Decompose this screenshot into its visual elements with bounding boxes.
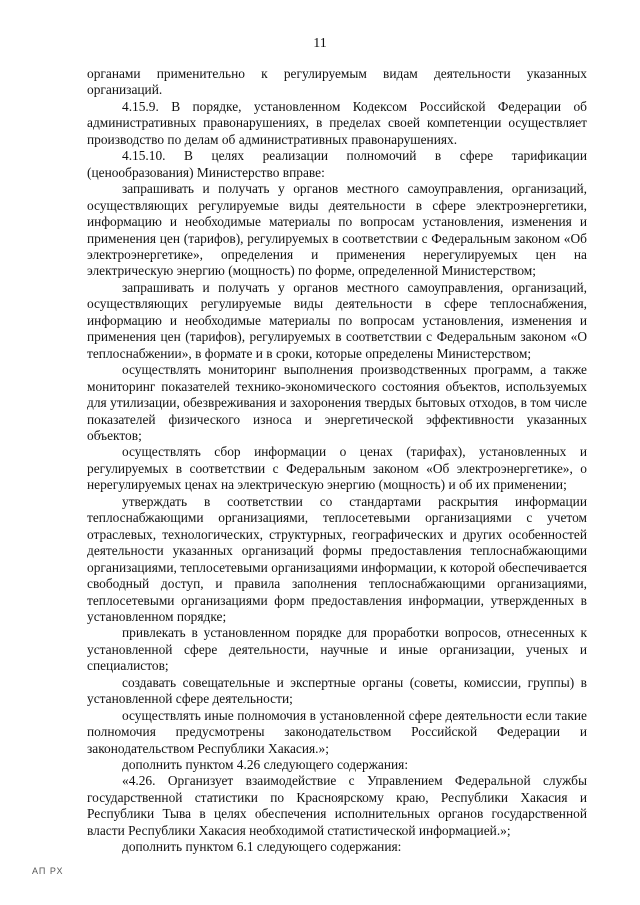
paragraph: 4.15.10. В целях реализации полномочий в сфере тарификации (ценообразования) Министерство вправе: (87, 148, 587, 180)
paragraph: дополнить пунктом 4.26 следующего содержания: (122, 757, 409, 773)
paragraph: привлекать в установленном порядке для проработки вопросов, отнесенных к установленной сфере деятельности, научные и иные организации, ученых и специалистов; (87, 625, 587, 674)
paragraph: осуществлять мониторинг выполнения производственных программ, а также мониторинг показателей технико-экономического состояния объектов, используемых для утилизации, обезвреживания и захоронения твердых бытовых отходов, в том числе показателей физического износа и энергетической эффективности указанных объектов; (87, 362, 587, 443)
paragraph: 4.15.9. В порядке, установленном Кодексом Российской Федерации об административных правонарушениях, в пределах своей компетенции осуществляет производство по делам об административных правонарушениях. (87, 98, 587, 147)
page-number: 11 (313, 36, 327, 51)
paragraph: осуществлять иные полномочия в установленной сфере деятельности если такие полномочия предусмотрены законодательством Российской Федерации и законодательством Республики Хакасия.»; (87, 707, 587, 756)
paragraph: органами применительно к регулируемым видам деятельности указанных организаций. (87, 66, 587, 98)
paragraph: запрашивать и получать у органов местного самоуправления, организаций, осуществляющих регулируемые виды деятельности в сфере электроэнергетики, информацию и необходимые материалы по вопросам установления, изменения и применения цен (тарифов), регулируемых в соответствии с Федеральным законом «Об электроэнергетике», определения и применения нерегулируемых цен на электрическую энергию (мощность) по форме, определенной Министерством; (87, 181, 587, 279)
paragraph: дополнить пунктом 6.1 следующего содержания: (122, 839, 402, 855)
document-body (87, 66, 587, 856)
paragraph: осуществлять сбор информации о ценах (тарифах), установленных и регулируемых в соответствии с Федеральным законом «Об электроэнергетике», о нерегулируемых ценах на электрическую энергию (мощность) и об их применении; (87, 444, 587, 493)
paragraph: «4.26. Организует взаимодействие с Управлением Федеральной службы государственной статистики по Красноярскому краю, Республики Хакасия и Республики Тыва в целях обеспечения исполнительных органов государственной власти Республики Хакасия необходимой статистической информацией.»; (87, 773, 587, 838)
paragraph: запрашивать и получать у органов местного самоуправления, организаций, осуществляющих регулируемые виды деятельности в сфере теплоснабжения, информацию и необходимые материалы по вопросам установления, изменения и применения цен (тарифов), регулируемых в соответствии с Федеральным законом «О теплоснабжении», в формате и в сроки, которые определены Министерством; (87, 279, 587, 361)
paragraph: создавать совещательные и экспертные органы (советы, комиссии, группы) в установленной сфере деятельности; (87, 674, 587, 707)
footer-stamp: АП РХ (32, 866, 64, 876)
paragraph: утверждать в соответствии со стандартами раскрытия информации теплоснабжающими организациями, теплосетевыми организациями с учетом отраслевых, технологических, структурных, географических и других особенностей деятельности указанных организаций формы предоставления теплоснабжающими организациями, теплосетевыми организациями информации, к которой обеспечивается свободный доступ, и правила заполнения теплоснабжающими организациями, теплосетевыми организациями форм предоставления информации, утвержденных в установленном порядке; (87, 493, 587, 624)
